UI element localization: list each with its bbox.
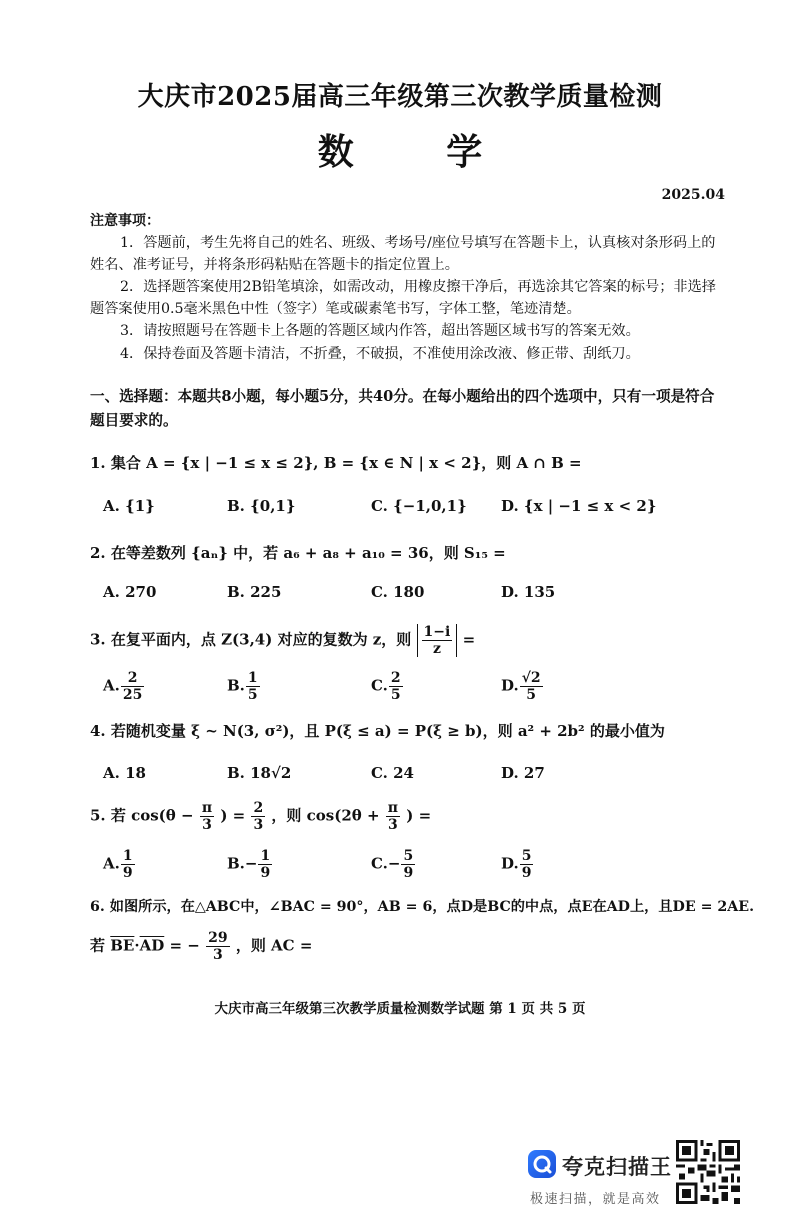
question-6-line-1: 6. 如图所示，在△ABC中，∠BAC = 90°，AB = 6，点D是BC的中点，点E在AD上，且DE = 2AE. bbox=[90, 899, 755, 915]
question-5 bbox=[90, 800, 730, 833]
notice-item-4: 4．保持卷面及答题卡清洁，不折叠，不破损，不准使用涂改液、修正带、刮纸刀。 bbox=[120, 346, 640, 362]
question-6-ask: ，则 AC = bbox=[235, 936, 313, 955]
fraction-numerator: π bbox=[201, 800, 213, 816]
question-1: 1. 集合 A = {x | −1 ≤ x ≤ 2}, B = {x ∈ N | x < 2}，则 A ∩ B = bbox=[90, 454, 582, 472]
question-2-options bbox=[103, 583, 723, 609]
question-5-stem-c: ，则 cos(2θ + bbox=[271, 806, 380, 825]
fraction-denominator: 3 bbox=[388, 817, 398, 833]
option-c[interactable] bbox=[371, 848, 416, 881]
page-footer: 大庆市高三年级第三次教学质量检测数学试题 第 1 页 共 5 页 bbox=[214, 1001, 586, 1017]
option-d[interactable]: D. 27 bbox=[501, 764, 545, 782]
question-2: 2. 在等差数列 {aₙ} 中，若 a₆ + a₈ + a₁₀ = 36，则 S₁₅ = bbox=[90, 544, 506, 562]
option-b[interactable] bbox=[227, 670, 261, 703]
question-3 bbox=[90, 624, 730, 657]
option-a[interactable]: A. 18 bbox=[103, 764, 146, 782]
fraction-denominator: 5 bbox=[390, 687, 401, 703]
fraction-numerator: 29 bbox=[208, 930, 228, 946]
notice-item-2: 2．选择题答案使用2B铅笔填涂，如需改动，用橡皮擦干净后，再选涂其它答案的标号；非选择题答案使用0.5毫米黑色中性（签字）笔或碳素笔书写，字体工整，笔迹清楚。 bbox=[90, 279, 716, 317]
option-a[interactable] bbox=[103, 848, 136, 881]
vector-be: $\overline{BE}$ bbox=[110, 936, 135, 955]
option-a[interactable]: A. {1} bbox=[103, 497, 155, 515]
option-label: D. bbox=[501, 854, 519, 873]
option-b[interactable]: B. 225 bbox=[227, 583, 282, 601]
exam-date: 2025.04 bbox=[661, 187, 725, 203]
fraction-numerator: 2 bbox=[390, 670, 401, 686]
fraction-denominator: 9 bbox=[260, 865, 271, 881]
fraction-numerator: 5 bbox=[403, 848, 414, 864]
section-title: 一、选择题：本题共8小题，每小题5分，共40分。在每小题给出的四个选项中，只有一项是符合题目要求的。 bbox=[90, 388, 715, 429]
question-1-options bbox=[103, 497, 723, 523]
vector-ad: $\overline{AD}$ bbox=[139, 936, 165, 955]
question-5-stem-d: ) = bbox=[406, 806, 432, 825]
option-d[interactable] bbox=[501, 670, 544, 703]
question-6-equals: = − bbox=[169, 936, 200, 955]
option-d[interactable]: D. {x | −1 ≤ x < 2} bbox=[501, 497, 657, 515]
option-label: A. bbox=[103, 854, 120, 873]
fraction-numerator: 2 bbox=[253, 800, 264, 816]
abs-fraction bbox=[417, 624, 458, 657]
question-3-options bbox=[103, 670, 723, 714]
scanner-logo-icon bbox=[528, 1150, 556, 1178]
notice-item-1: 1．答题前，考生先将自己的姓名、班级、考场号/座位号填写在答题卡上，认真核对条形码上的姓名、准考证号，并将条形码粘贴在答题卡的指定位置上。 bbox=[90, 235, 716, 273]
fraction-numerator: 1 bbox=[260, 848, 271, 864]
option-label: C. bbox=[371, 676, 388, 695]
question-5-options bbox=[103, 848, 723, 892]
page-title: 大庆市2025届高三年级第三次教学质量检测 bbox=[137, 82, 663, 112]
brand-slogan: 极速扫描，就是高效 bbox=[530, 1192, 661, 1207]
option-a[interactable]: A. 270 bbox=[103, 583, 157, 601]
subject-title: 数 学 bbox=[317, 131, 523, 173]
fraction-denominator: 9 bbox=[521, 865, 532, 881]
option-b[interactable] bbox=[227, 848, 273, 881]
option-label: C.− bbox=[371, 854, 401, 873]
option-label: D. bbox=[501, 676, 519, 695]
option-c[interactable]: C. {−1,0,1} bbox=[371, 497, 467, 515]
fraction-denominator: 3 bbox=[202, 817, 212, 833]
option-c[interactable]: C. 24 bbox=[371, 764, 414, 782]
question-6-if: 若 bbox=[90, 936, 106, 955]
option-a[interactable] bbox=[103, 670, 145, 703]
question-4: 4. 若随机变量 ξ ~ N(3, σ²)，且 P(ξ ≤ a) = P(ξ ≥ b)，则 a² + 2b² 的最小值为 bbox=[90, 722, 665, 740]
option-c[interactable] bbox=[371, 670, 404, 703]
fraction-denominator: 3 bbox=[212, 947, 223, 963]
fraction-denominator: 3 bbox=[253, 817, 264, 833]
fraction-numerator: 5 bbox=[521, 848, 532, 864]
option-label: A. bbox=[103, 676, 120, 695]
option-b[interactable]: B. {0,1} bbox=[227, 497, 296, 515]
notice-heading: 注意事项： bbox=[90, 213, 160, 229]
option-d[interactable] bbox=[501, 848, 534, 881]
fraction-numerator: √2 bbox=[521, 670, 541, 686]
option-b[interactable]: B. 18√2 bbox=[227, 764, 292, 782]
option-d[interactable]: D. 135 bbox=[501, 583, 556, 601]
brand-name: 夸克扫描王 bbox=[562, 1155, 672, 1179]
fraction-numerator: 1−i bbox=[423, 624, 451, 640]
question-5-stem-b: ) = bbox=[220, 806, 246, 825]
question-3-stem: 3. 在复平面内，点 Z(3,4) 对应的复数为 z，则 bbox=[90, 630, 412, 649]
notice-item-3: 3．请按照题号在答题卡上各题的答题区域内作答，超出答题区域书写的答案无效。 bbox=[120, 323, 640, 339]
question-5-stem-a: 5. 若 cos(θ − bbox=[90, 806, 194, 825]
fraction-denominator: z bbox=[432, 641, 441, 657]
option-label: B. bbox=[227, 676, 245, 695]
dot-operator: · bbox=[134, 936, 140, 955]
fraction-denominator: 5 bbox=[247, 687, 258, 703]
fraction-numerator: 1 bbox=[247, 670, 258, 686]
fraction-denominator: 9 bbox=[122, 865, 133, 881]
option-c[interactable]: C. 180 bbox=[371, 583, 425, 601]
question-6-line-2 bbox=[90, 930, 730, 963]
fraction-numerator: π bbox=[387, 800, 399, 816]
fraction-numerator: 2 bbox=[121, 670, 144, 687]
fraction-denominator: 5 bbox=[526, 687, 537, 703]
fraction-denominator: 9 bbox=[403, 865, 414, 881]
qr-code-icon bbox=[676, 1140, 740, 1204]
question-3-equals: = bbox=[462, 630, 476, 649]
question-4-options bbox=[103, 764, 723, 790]
option-label: B.− bbox=[227, 854, 258, 873]
fraction-denominator: 25 bbox=[122, 687, 143, 703]
fraction-numerator: 1 bbox=[122, 848, 133, 864]
